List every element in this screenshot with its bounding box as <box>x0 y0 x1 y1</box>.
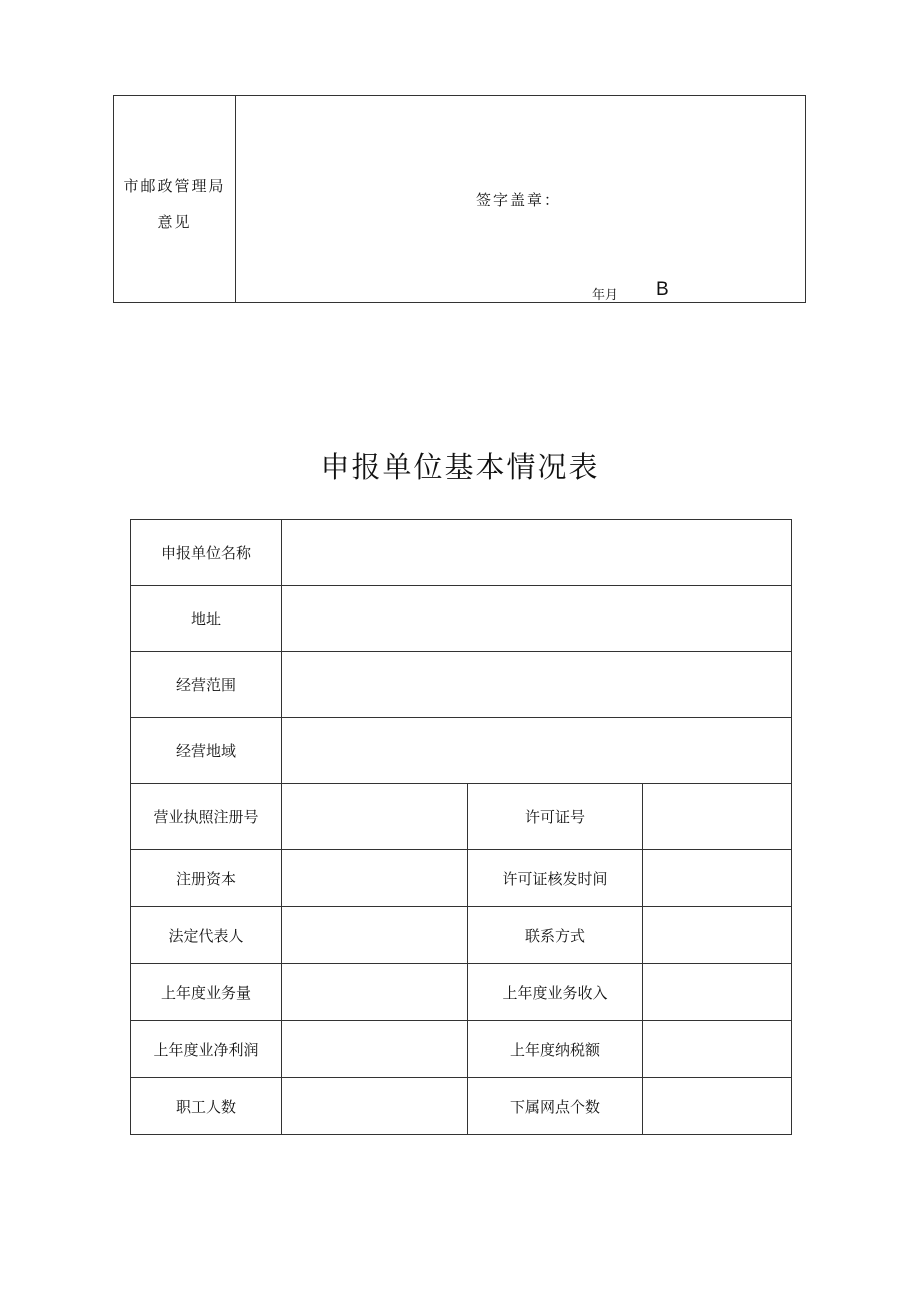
opinion-label-line2: 意见 <box>157 213 192 231</box>
field-label: 上年度业净利润 <box>131 1021 282 1078</box>
table-row <box>131 652 792 718</box>
field-label: 许可证号 <box>468 784 643 850</box>
registered-capital-field[interactable] <box>282 850 468 907</box>
table-row <box>131 907 792 964</box>
business-scope-field[interactable] <box>282 652 792 718</box>
field-label: 下属网点个数 <box>468 1078 643 1135</box>
field-label: 申报单位名称 <box>131 520 282 586</box>
last-year-tax-field[interactable] <box>643 1021 792 1078</box>
legal-rep-field[interactable] <box>282 907 468 964</box>
table-row <box>131 520 792 586</box>
table-row <box>131 586 792 652</box>
opinion-label-line1: 市邮政管理局 <box>123 177 226 195</box>
signature-seal-label: 签字盖章： <box>476 191 562 209</box>
table-row <box>131 850 792 907</box>
business-region-field[interactable] <box>282 718 792 784</box>
license-reg-no-field[interactable] <box>282 784 468 850</box>
table-row <box>131 1021 792 1078</box>
last-year-volume-field[interactable] <box>282 964 468 1021</box>
permit-issue-date-field[interactable] <box>643 850 792 907</box>
table-row <box>131 964 792 1021</box>
table-row <box>131 718 792 784</box>
field-label: 法定代表人 <box>131 907 282 964</box>
permit-no-field[interactable] <box>643 784 792 850</box>
field-label: 上年度纳税额 <box>468 1021 643 1078</box>
field-label: 联系方式 <box>468 907 643 964</box>
address-field[interactable] <box>282 586 792 652</box>
table-row <box>131 1078 792 1135</box>
last-year-revenue-field[interactable] <box>643 964 792 1021</box>
contact-field[interactable] <box>643 907 792 964</box>
employee-count-field[interactable] <box>282 1078 468 1135</box>
field-label: 注册资本 <box>131 850 282 907</box>
opinion-divider <box>235 95 236 303</box>
field-label: 营业执照注册号 <box>131 784 282 850</box>
field-label: 地址 <box>131 586 282 652</box>
field-label: 许可证核发时间 <box>468 850 643 907</box>
branch-count-field[interactable] <box>643 1078 792 1135</box>
opinion-label <box>114 168 235 240</box>
field-label: 经营范围 <box>131 652 282 718</box>
field-label: 经营地域 <box>131 718 282 784</box>
field-label: 职工人数 <box>131 1078 282 1135</box>
date-day-mark: B <box>656 279 669 300</box>
field-label: 上年度业务量 <box>131 964 282 1021</box>
field-label: 上年度业务收入 <box>468 964 643 1021</box>
date-label: 年月 <box>592 288 619 303</box>
table-row <box>131 784 792 850</box>
unit-info-table <box>130 519 792 1135</box>
last-year-net-profit-field[interactable] <box>282 1021 468 1078</box>
unit-name-field[interactable] <box>282 520 792 586</box>
form-title: 申报单位基本情况表 <box>320 450 600 484</box>
